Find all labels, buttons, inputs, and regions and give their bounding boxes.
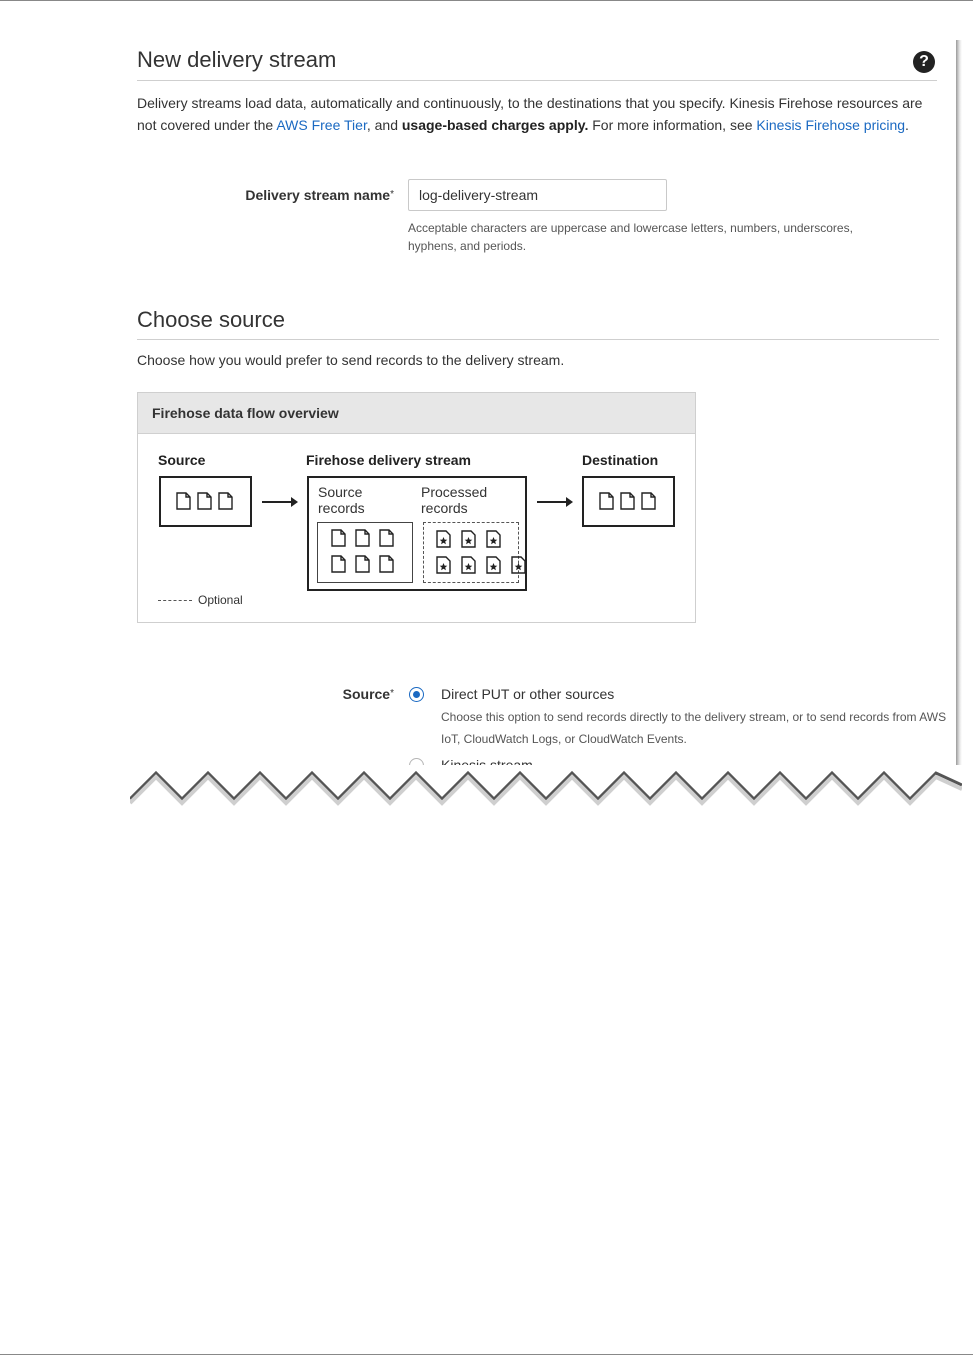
- flow-overview-panel: [137, 392, 696, 623]
- processed-records-label: [421, 484, 487, 516]
- document-icon: [599, 492, 614, 510]
- section-intro: Choose how you would prefer to send records to the delivery stream.: [137, 352, 565, 368]
- destination-heading: Destination: [582, 452, 659, 468]
- top-border: [0, 0, 973, 1]
- stream-name-label-text: Delivery stream name: [245, 187, 391, 203]
- description-text: Delivery streams load data, automatically and continuously, to the destinations that you specify. Kinesis Firehose resources are not covered under the: [137, 95, 923, 133]
- help-icon[interactable]: ?: [913, 51, 935, 73]
- processed-records-row: [436, 556, 526, 574]
- processed-records-row: [436, 530, 501, 548]
- legend-label: Optional: [198, 593, 243, 607]
- document-icon: [331, 529, 346, 547]
- starred-document-icon: [511, 556, 526, 574]
- source-records-label-line: records: [318, 500, 365, 516]
- source-heading: Source: [158, 452, 206, 468]
- arrow-icon: [537, 501, 571, 503]
- document-icon: [355, 555, 370, 573]
- source-records-box: [317, 522, 413, 583]
- required-mark: *: [390, 688, 394, 699]
- destination-box: [582, 476, 675, 527]
- document-icon: [355, 529, 370, 547]
- page-shadow: [956, 40, 962, 780]
- required-mark: *: [390, 189, 394, 200]
- destination-docs: [599, 492, 656, 510]
- stream-heading: Firehose delivery stream: [306, 452, 471, 468]
- torn-edge: [130, 765, 962, 810]
- description-text: , and: [366, 116, 402, 133]
- source-records-label: [318, 484, 365, 516]
- stream-name-hint: Acceptable characters are uppercase and lowercase letters, numbers, underscores, hyphens, and periods.: [408, 221, 853, 253]
- section-title: Choose source: [137, 307, 285, 332]
- section-divider: [137, 339, 939, 340]
- document-icon: [331, 555, 346, 573]
- arrow-icon: [262, 501, 296, 503]
- starred-document-icon: [461, 530, 476, 548]
- title-divider: [137, 80, 937, 81]
- flow-overview-title: Firehose data flow overview: [138, 393, 695, 434]
- document-icon: [379, 555, 394, 573]
- stream-name-label: [200, 187, 394, 203]
- starred-document-icon: [486, 556, 501, 574]
- source-records-row: [331, 529, 394, 547]
- option-direct-put-label[interactable]: Direct PUT or other sources: [441, 686, 615, 702]
- processed-records-label-line: Processed: [421, 484, 488, 500]
- source-records-label-line: Source: [318, 484, 363, 500]
- option-direct-put-description: Choose this option to send records directly to the delivery stream, or to send records from AWS IoT, CloudWatch Logs, or CloudWatch Events.: [441, 710, 947, 746]
- description-text: .: [905, 116, 909, 133]
- free-tier-link[interactable]: AWS Free Tier: [276, 116, 367, 133]
- charges-notice: usage-based charges apply.: [401, 116, 589, 133]
- processed-records-box: [423, 522, 519, 583]
- starred-document-icon: [461, 556, 476, 574]
- document-icon: [620, 492, 635, 510]
- document-icon: [176, 492, 191, 510]
- legend: [158, 593, 243, 607]
- processed-records-label-line: records: [421, 500, 468, 516]
- description: [137, 93, 937, 136]
- dashed-line-icon: [158, 600, 192, 601]
- document-icon: [641, 492, 656, 510]
- source-records-row: [331, 555, 394, 573]
- page-title: New delivery stream: [137, 47, 337, 72]
- source-docs: [176, 492, 233, 510]
- source-label: [300, 686, 394, 702]
- pricing-link[interactable]: Kinesis Firehose pricing: [756, 116, 906, 133]
- radio-direct-put[interactable]: [409, 687, 424, 702]
- document-icon: [218, 492, 233, 510]
- source-label-text: Source: [342, 686, 391, 702]
- starred-document-icon: [436, 530, 451, 548]
- source-box: [159, 476, 252, 527]
- stream-name-input[interactable]: [408, 179, 667, 211]
- description-text: For more information, see: [588, 116, 757, 133]
- document-icon: [379, 529, 394, 547]
- stream-box: [307, 476, 527, 591]
- document-icon: [197, 492, 212, 510]
- starred-document-icon: [486, 530, 501, 548]
- starred-document-icon: [436, 556, 451, 574]
